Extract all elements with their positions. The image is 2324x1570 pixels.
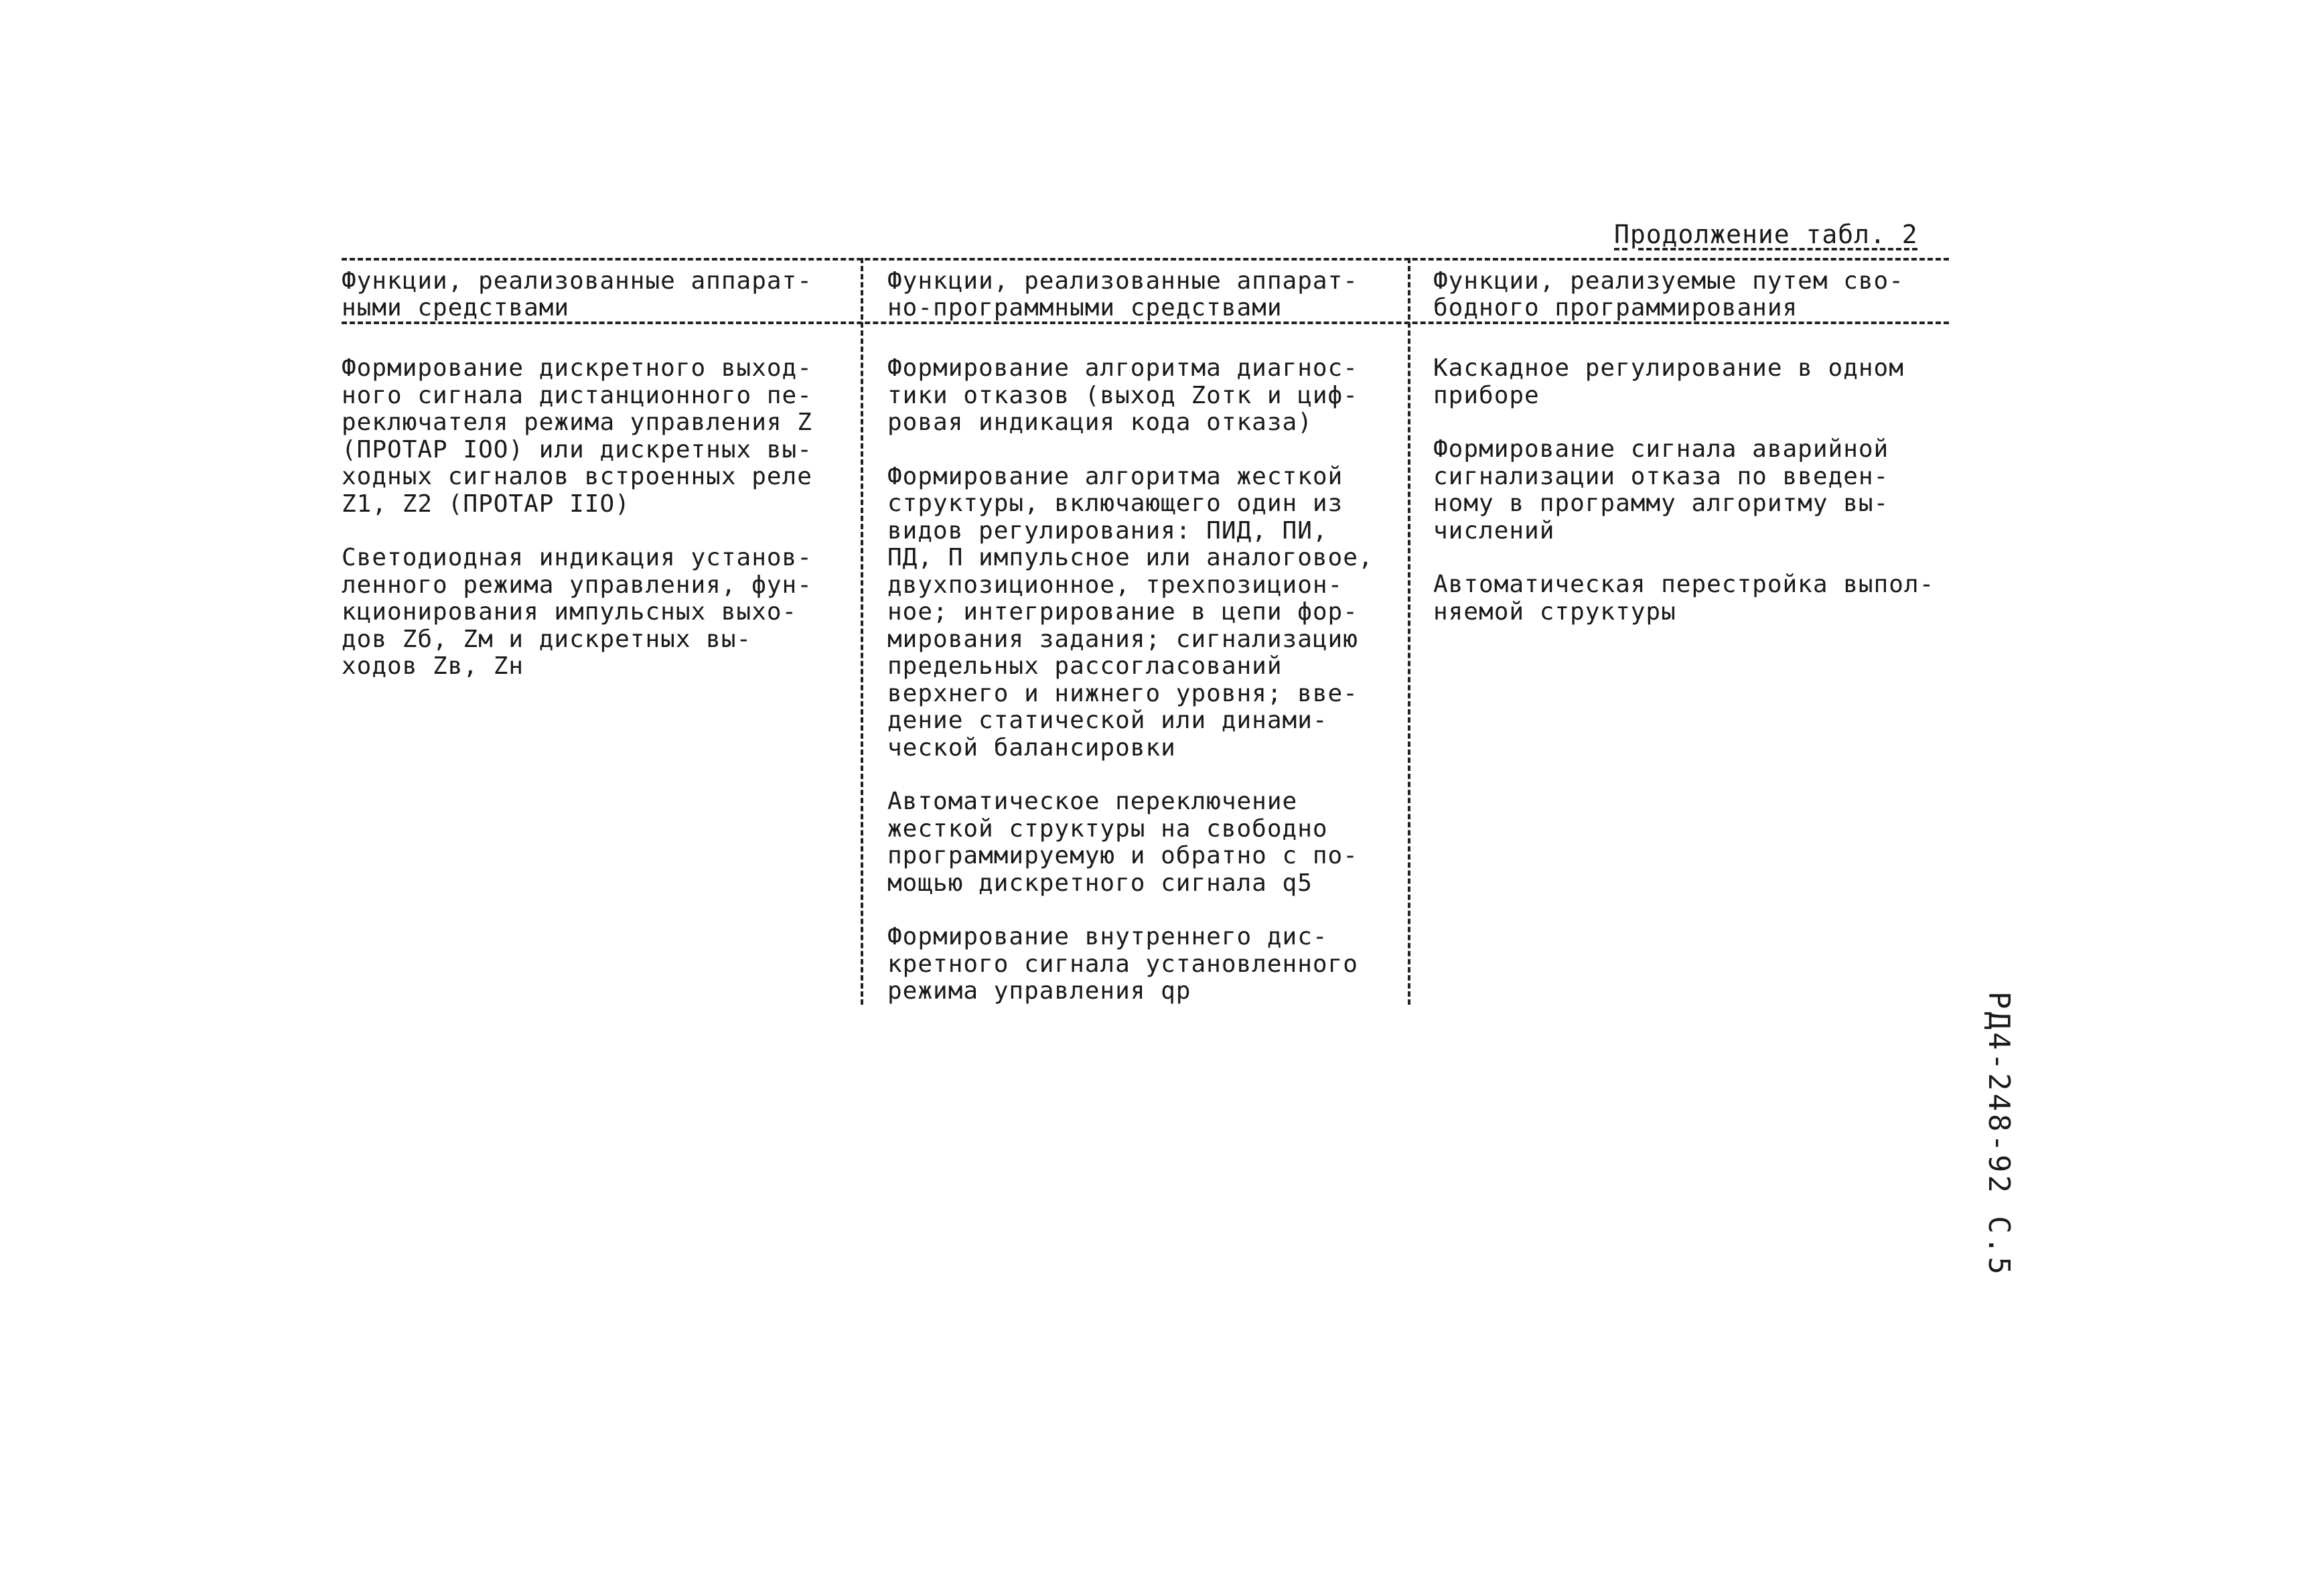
table-header-rule bbox=[342, 322, 1949, 324]
column-header-2: Функции, реализованные аппарат- но-программными средствами bbox=[887, 267, 1358, 322]
table-top-rule bbox=[342, 258, 1949, 261]
table-cell-text: Формирование алгоритма жесткой структуры, включающего один из видов регулирования: ПИД, ПИ, ПД, П импульсное или аналоговое, двухпозиционное, трехпозицион- ное; интегрирование в цепи фор- мирования задания; сигнализацию предельных рассогласований верхнего и нижнего уровня; вве- дение статической или динами- ческой балансировки bbox=[887, 462, 1374, 762]
column-header-3: Функции, реализуемые путем сво- бодного программирования bbox=[1433, 267, 1904, 322]
table-column-1 bbox=[342, 355, 857, 707]
table-cell-text: Каскадное регулирование в одном приборе bbox=[1433, 354, 1904, 409]
table-cell-text: Светодиодная индикация установ- ленного режима управления, фун- кционирования импульсных выхо- дов Zб, Zм и дискретных вы- ходов Zв, Zн bbox=[342, 544, 812, 680]
table-cell-text: Формирование алгоритма диагнос- тики отказов (выход Zотк и циф- ровая индикация кода отказа) bbox=[887, 354, 1358, 436]
column-divider-1 bbox=[861, 258, 863, 1005]
table-cell-text: Формирование сигнала аварийной сигнализации отказа по введен- ному в программу алгоритму вы- числений bbox=[1433, 435, 1889, 545]
column-divider-2 bbox=[1408, 258, 1410, 1005]
table-cell-text: Автоматическая перестройка выпол- няемой структуры bbox=[1433, 571, 1935, 626]
table-column-2 bbox=[887, 355, 1403, 1032]
table-caption: Продолжение табл. 2 bbox=[1614, 220, 1918, 249]
table-column-3 bbox=[1433, 355, 1962, 652]
table-cell-text: Автоматическое переключение жесткой структуры на свободно программируемую и обратно с по- мощью дискретного сигнала q5 bbox=[887, 788, 1358, 897]
page-marker: РД4-248-92 С.5 bbox=[1982, 991, 2016, 1277]
column-header-1: Функции, реализованные аппарат- ными средствами bbox=[342, 267, 812, 322]
table-cell-text: Формирование внутреннего дис- кретного сигнала установленного режима управления qр bbox=[887, 923, 1358, 1005]
table-cell-text: Формирование дискретного выход- ного сигнала дистанционного пе- реключателя режима управления Z (ПРОТАР IOO) или дискретных вы- ходных сигналов встроенных реле Z1, Z2 (ПРОТАР IIO) bbox=[342, 354, 812, 518]
